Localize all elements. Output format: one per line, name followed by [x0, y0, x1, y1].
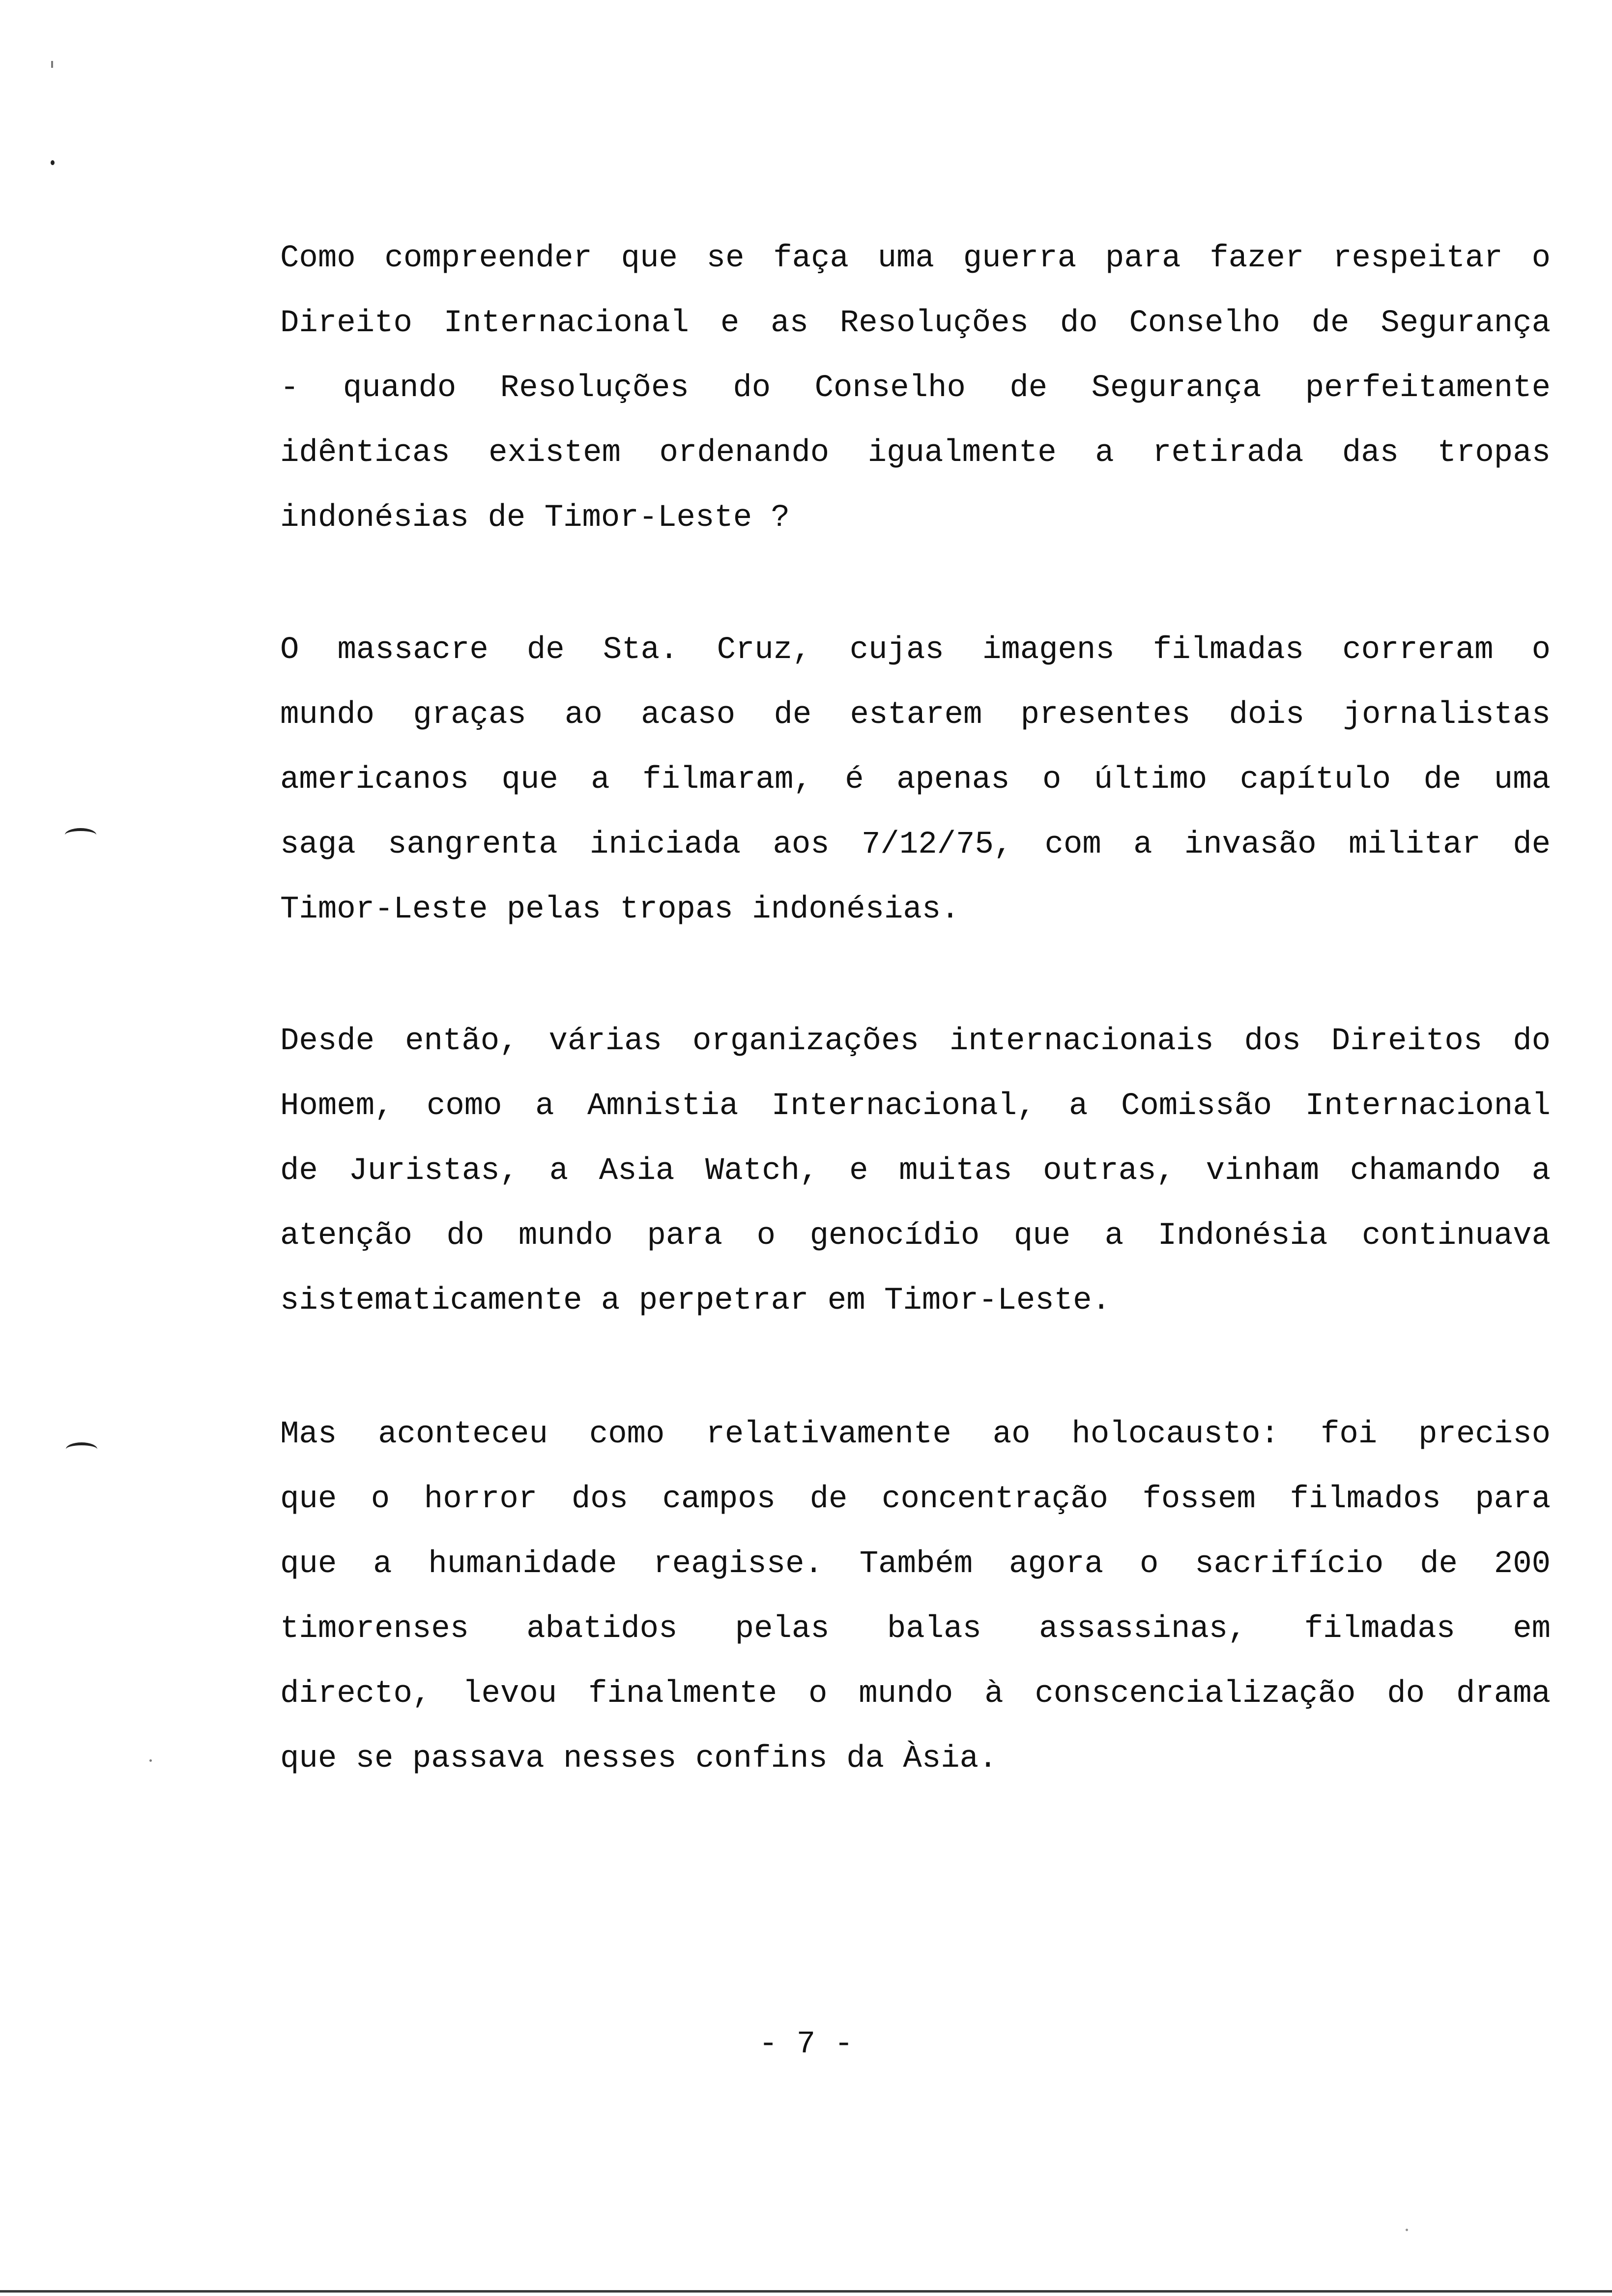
scan-artifact — [1406, 2229, 1408, 2231]
page-number: - 7 - — [758, 2027, 854, 2062]
paragraph — [280, 618, 1551, 942]
text-line: Como compreender que se faça uma guerra para fazer respeitar o — [280, 241, 1551, 276]
scan-artifact — [149, 1759, 152, 1762]
text-line: Timor-Leste pelas tropas indonésias. — [280, 892, 960, 927]
text-line: mundo graças ao acaso de estarem presentes dois jornalistas — [280, 697, 1551, 733]
paragraph — [280, 226, 1551, 550]
text-line: saga sangrenta iniciada aos 7/12/75, com a invasão militar de — [280, 827, 1551, 862]
text-line: indonésias de Timor-Leste ? — [280, 500, 790, 536]
text-line: de Juristas, a Asia Watch, e muitas outras, vinham chamando a — [280, 1153, 1551, 1189]
text-line: que se passava nesses confins da Àsia. — [280, 1741, 998, 1777]
scan-artifact — [51, 160, 55, 165]
text-line: - quando Resoluções do Conselho de Segurança perfeitamente — [280, 371, 1551, 406]
text-line: que a humanidade reagisse. Também agora o sacrifício de 200 — [280, 1547, 1551, 1582]
text-line: timorenses abatidos pelas balas assassinas, filmadas em — [280, 1611, 1551, 1647]
text-line: Direito Internacional e as Resoluções do Conselho de Segurança — [280, 306, 1551, 341]
scan-artifact — [51, 61, 53, 68]
text-line: sistematicamente a perpetrar em Timor-Leste. — [280, 1283, 1111, 1319]
paragraph — [280, 1402, 1551, 1791]
text-line: idênticas existem ordenando igualmente a retirada das tropas — [280, 435, 1551, 471]
text-line: directo, levou finalmente o mundo à conscencialização do drama — [280, 1676, 1551, 1712]
text-line: Mas aconteceu como relativamente ao holocausto: foi preciso — [280, 1417, 1551, 1452]
punch-hole-mark — [66, 1442, 97, 1456]
text-line: Desde então, várias organizações internacionais dos Direitos do — [280, 1024, 1551, 1059]
scan-edge-line — [0, 2290, 1612, 2293]
text-line: atenção do mundo para o genocídio que a Indonésia continuava — [280, 1218, 1551, 1254]
paragraph — [280, 1009, 1551, 1333]
text-line: que o horror dos campos de concentração fossem filmados para — [280, 1482, 1551, 1517]
text-line: Homem, como a Amnistia Internacional, a Comissão Internacional — [280, 1089, 1551, 1124]
punch-hole-mark — [65, 828, 96, 842]
text-line: americanos que a filmaram, é apenas o último capítulo de uma — [280, 762, 1551, 798]
text-line: O massacre de Sta. Cruz, cujas imagens filmadas correram o — [280, 632, 1551, 668]
